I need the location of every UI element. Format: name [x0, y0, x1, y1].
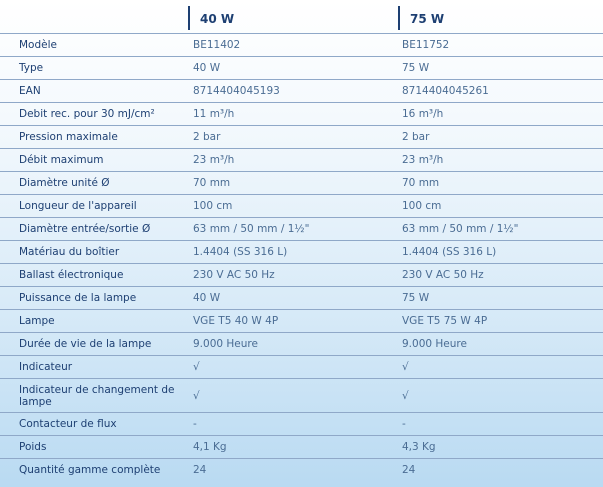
value-75w: √: [402, 389, 409, 402]
value-75w: 75 W: [402, 292, 430, 304]
table-header: [0, 0, 603, 33]
value-75w: 9.000 Heure: [402, 338, 467, 350]
table-row: [0, 412, 603, 435]
value-40w: 23 m³/h: [193, 154, 235, 166]
row-label: Lampe: [19, 315, 55, 327]
row-label: EAN: [19, 85, 41, 97]
row-label: Modèle: [19, 39, 57, 51]
table-body: [0, 33, 603, 481]
table-row: [0, 435, 603, 458]
value-75w: 23 m³/h: [402, 154, 444, 166]
column-header-75w: 75 W: [398, 6, 444, 30]
row-label: Poids: [19, 441, 47, 453]
value-75w: 16 m³/h: [402, 108, 444, 120]
value-40w: BE11402: [193, 39, 241, 51]
row-label: Diamètre entrée/sortie Ø: [19, 223, 151, 235]
value-40w: 24: [193, 464, 207, 476]
value-40w: 1.4404 (SS 316 L): [193, 246, 288, 258]
value-75w: 2 bar: [402, 131, 430, 143]
table-row: [0, 102, 603, 125]
value-40w: 40 W: [193, 292, 221, 304]
value-75w: 75 W: [402, 62, 430, 74]
row-label: Indicateur: [19, 361, 73, 373]
value-40w: 11 m³/h: [193, 108, 235, 120]
row-label: Contacteur de flux: [19, 418, 117, 430]
table-row: [0, 148, 603, 171]
value-75w: 4,3 Kg: [402, 441, 436, 453]
value-75w: 1.4404 (SS 316 L): [402, 246, 497, 258]
table-row: [0, 378, 603, 412]
row-label: Diamètre unité Ø: [19, 177, 110, 189]
row-label: Durée de vie de la lampe: [19, 338, 152, 350]
column-header-40w: 40 W: [188, 6, 234, 30]
table-row: [0, 286, 603, 309]
table-row: [0, 332, 603, 355]
value-40w: 230 V AC 50 Hz: [193, 269, 275, 281]
value-40w: 40 W: [193, 62, 221, 74]
value-40w: 9.000 Heure: [193, 338, 258, 350]
table-row: [0, 56, 603, 79]
row-label: Débit maximum: [19, 154, 104, 166]
row-label: Quantité gamme complète: [19, 464, 161, 476]
table-row: [0, 194, 603, 217]
table-row: [0, 458, 603, 481]
value-40w: 8714404045193: [193, 85, 280, 97]
row-label: Indicateur de changement de lampe: [19, 383, 175, 408]
row-label: Matériau du boîtier: [19, 246, 120, 258]
value-75w: √: [402, 361, 409, 373]
value-40w: VGE T5 40 W 4P: [193, 315, 279, 327]
value-40w: √: [193, 361, 200, 373]
row-label: Type: [19, 62, 44, 74]
value-40w: √: [193, 389, 200, 402]
table-row: [0, 33, 603, 56]
table-row: [0, 263, 603, 286]
table-row: [0, 309, 603, 332]
row-label: Puissance de la lampe: [19, 292, 137, 304]
value-75w: BE11752: [402, 39, 450, 51]
table-row: [0, 171, 603, 194]
row-label: Debit rec. pour 30 mJ/cm²: [19, 108, 155, 120]
value-75w: -: [402, 418, 406, 430]
value-75w: 63 mm / 50 mm / 1½": [402, 223, 519, 235]
value-75w: 100 cm: [402, 200, 442, 212]
table-row: [0, 217, 603, 240]
value-40w: 100 cm: [193, 200, 233, 212]
value-40w: 2 bar: [193, 131, 221, 143]
row-label: Ballast électronique: [19, 269, 124, 281]
value-75w: 8714404045261: [402, 85, 489, 97]
value-75w: 230 V AC 50 Hz: [402, 269, 484, 281]
table-row: [0, 79, 603, 102]
row-label: Pression maximale: [19, 131, 118, 143]
value-40w: 70 mm: [193, 177, 231, 189]
table-row: [0, 125, 603, 148]
table-row: [0, 240, 603, 263]
value-75w: 70 mm: [402, 177, 440, 189]
value-75w: 24: [402, 464, 416, 476]
value-40w: -: [193, 418, 197, 430]
value-40w: 4,1 Kg: [193, 441, 227, 453]
table-row: [0, 355, 603, 378]
row-label: Longueur de l'appareil: [19, 200, 137, 212]
value-75w: VGE T5 75 W 4P: [402, 315, 488, 327]
value-40w: 63 mm / 50 mm / 1½": [193, 223, 310, 235]
